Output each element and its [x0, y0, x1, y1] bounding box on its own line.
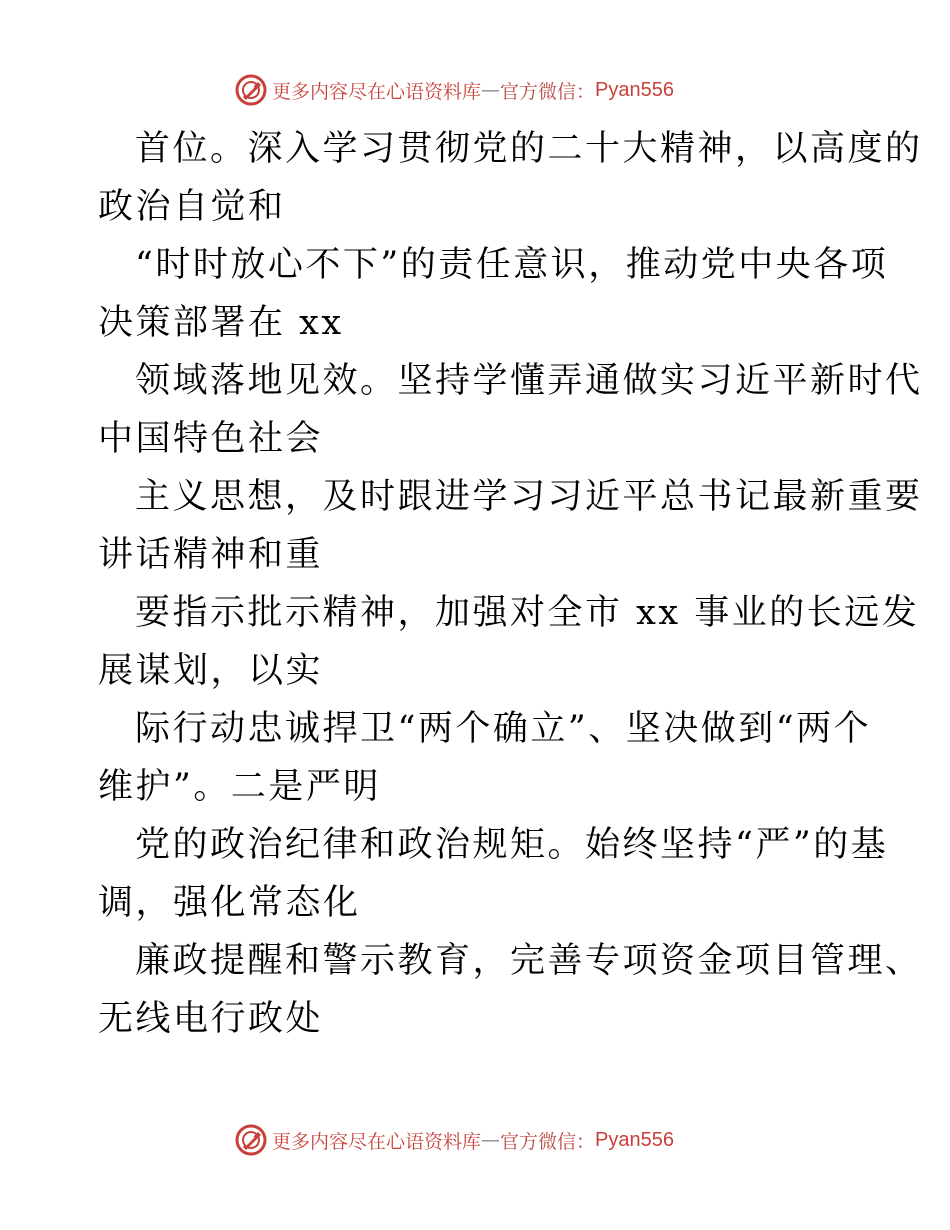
text-line: 无线电行政处: [98, 999, 324, 1039]
paragraph: [98, 584, 920, 700]
text-line: 首位。深入学习贯彻党的二十大精神，以高度的: [135, 129, 923, 169]
text-line: 讲话精神和重: [98, 535, 324, 575]
paragraph: [98, 352, 923, 468]
paragraph: [98, 120, 923, 236]
text-line: 领域落地见效。坚持学懂弄通做实习近平新时代: [135, 361, 923, 401]
text-line: 调，强化常态化: [98, 883, 361, 923]
watermark-site-text: 更多内容尽在心语资料库: [272, 1130, 482, 1153]
text-line: “时时放心不下”的责任意识，推动党中央各项: [135, 245, 889, 285]
text-line: 党的政治纪律和政治规矩。始终坚持“严”的基: [135, 825, 889, 865]
text-line: 中国特色社会: [98, 419, 324, 459]
paragraph: [98, 932, 923, 1048]
watermark-site-text: 更多内容尽在心语资料库: [272, 80, 482, 103]
watermark-dash: —: [481, 79, 501, 101]
paragraph: [98, 816, 889, 932]
paragraph: [98, 700, 872, 816]
footer-watermark: [234, 1123, 674, 1157]
watermark-wechat-label: 官方微信：: [500, 80, 596, 103]
text-line: 廉政提醒和警示教育，完善专项资金项目管理、: [135, 941, 923, 981]
text-line: 际行动忠诚捍卫“两个确立”、坚决做到“两个: [135, 709, 872, 749]
watermark-wechat-id: Pyan556: [595, 78, 674, 101]
text-line: 展谋划，以实: [98, 651, 324, 691]
text-line: 政治自觉和: [98, 187, 286, 227]
book-logo-icon: [234, 1123, 268, 1157]
text-line: 决策部署在 xx: [98, 303, 344, 343]
book-logo-icon: [234, 73, 268, 107]
document-body: [98, 120, 923, 1048]
paragraph: [98, 236, 889, 352]
header-watermark: [234, 73, 674, 107]
text-line: 主义思想，及时跟进学习习近平总书记最新重要: [135, 477, 923, 517]
watermark-dash: —: [481, 1129, 501, 1151]
text-line: 要指示批示精神，加强对全市 xx 事业的长远发: [135, 593, 920, 633]
paragraph: [98, 468, 923, 584]
watermark-wechat-label: 官方微信：: [500, 1130, 596, 1153]
watermark-wechat-id: Pyan556: [595, 1128, 674, 1151]
text-line: 维护”。二是严明: [98, 767, 381, 807]
